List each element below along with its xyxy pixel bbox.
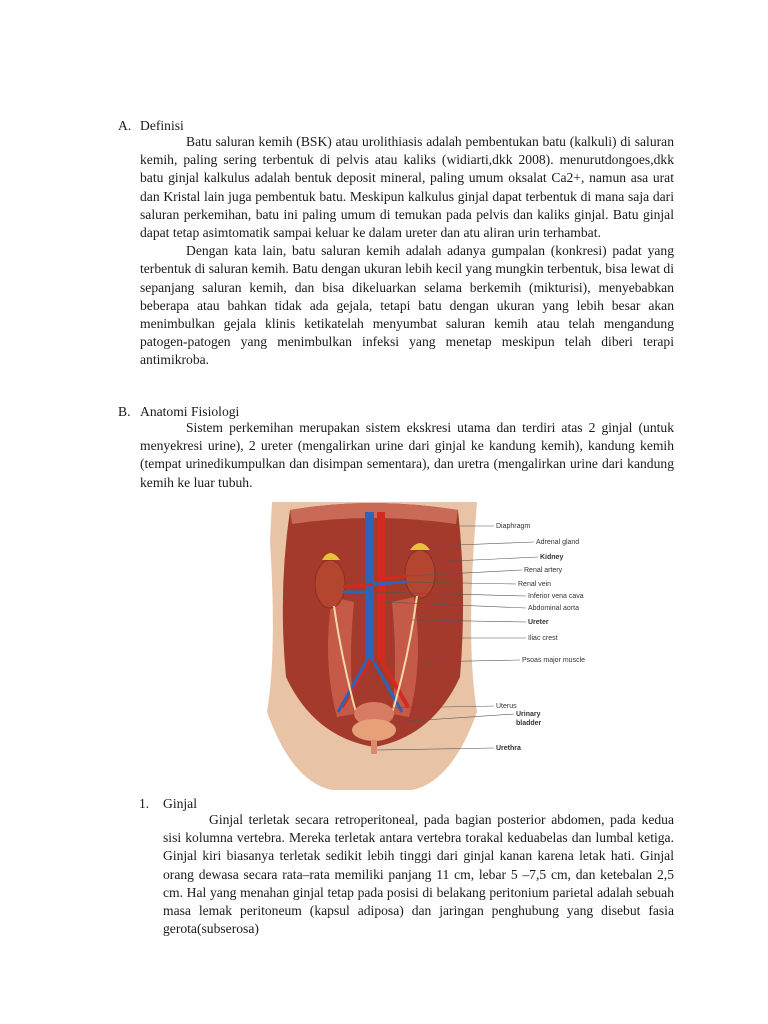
subsection-1-paragraph: Ginjal terletak secara retroperitoneal, pada bagian posterior abdomen, pada kedua sisi kolumna vertebra. Mereka terletak antara vertebra torakal keduabelas dan lumbal ketiga. Ginjal kiri biasanya terletak sedikit lebih tinggi dari ginjal kanan karena letak hati. Ginjal orang dewasa secara rata–rata memiliki panjang 11 cm, lebar 5 –7,5 cm, dan ketebalan 2,5 cm. Hal yang menahan ginjal tetap pada posisi di belakang peritonium parietal adalah sebuah masa lemak peritoneum (kapsul adiposa) dan jaringan penghubung yang disebut fasia gerota(subserosa) [163,812,674,937]
section-b-body [140,419,674,492]
label-urinary: Urinary [516,711,541,718]
section-b-paragraph: Sistem perkemihan merupakan sistem ekskresi utama dan terdiri atas 2 ginjal (untuk menyekresi urine), 2 ureter (mengalirkan urine dari ginjal ke kandung kemih), kandung kemih (tempat urinedikumpulkan dan disimpan sementara), dan uretra (mengalirkan urine dari kandung kemih ke luar tubuh. [140,420,674,490]
urinary-system-illustration [262,502,602,792]
label-inferior-vena-cava: Inferior vena cava [528,593,584,600]
section-a-paragraph-1: Batu saluran kemih (BSK) atau urolithiasis adalah pembentukan batu (kalkuli) di saluran kemih, paling sering terbentuk di pelvis atau kaliks (widiarti,dkk 2008). menurutdongoes,dkk batu ginjal kalkulus adalah bentuk deposit mineral, paling umum oksalat Ca2+, namun asa urat dan Kristal lain juga pembentuk batu. Meskipun kalkulus ginjal dapat terbentuk di mana saja dari saluran perkemihan, batu ini paling umum di temukan pada pelvis dan kaliks ginjal. Batu ginjal dapat tetap asimtomatik sampai keluar ke dalam ureter dan atu aliran urin terhambat. [140,134,674,241]
renal-artery-right [385,576,407,578]
label-uterus: Uterus [496,703,517,710]
left-kidney [315,560,345,608]
label-diaphragm: Diaphragm [496,523,531,530]
right-kidney [405,550,435,598]
label-ureter: Ureter [528,619,549,626]
section-b-title: Anatomi Fisiologi [140,404,240,419]
section-a-title: Definisi [140,118,184,133]
bladder-shape [352,719,396,741]
section-b-marker: B. [118,404,131,419]
label-renal-vein: Renal vein [518,581,552,588]
aorta [377,512,385,660]
renal-vein-right [374,582,407,584]
section-a-body [140,133,674,370]
label-iliac-crest: Iliac crest [528,635,558,642]
label-urethra: Urethra [496,745,521,752]
label-abdominal-aorta: Abdominal aorta [528,605,579,612]
subsection-1-title: Ginjal [163,796,197,811]
section-a-marker: A. [118,118,132,133]
urinary-system-figure [262,502,602,792]
label-adrenal-gland: Adrenal gland [536,539,580,546]
urethra-shape [371,740,377,754]
label-psoas-major: Psoas major muscle [522,657,586,664]
vena-cava [365,512,374,662]
section-a-paragraph-2: Dengan kata lain, batu saluran kemih adalah adanya gumpalan (konkresi) padat yang terbentuk di saluran kemih. Batu dengan ukuran lebih kecil yang mungkin terbentuk, bisa lewat di sepanjang saluran kemih, dan bisa dikeluarkan selama berkemih (mikturisi), menyebabkan beberapa atau bahkan tidak ada gejala, tetapi batu dengan ukuran yang lebih besar akan menimbulkan gejala klinis ketikatelah menyumbat saluran kemih atau telah mengandung patogen-patogen yang menimbulkan infeksi yang menetap meskipun telah diberi terapi antimikroba. [140,243,674,368]
label-renal-artery: Renal artery [524,567,563,574]
label-kidney: Kidney [540,554,564,561]
label-bladder: bladder [516,720,542,727]
subsection-1-body [163,811,674,938]
subsection-1-marker: 1. [139,796,150,811]
